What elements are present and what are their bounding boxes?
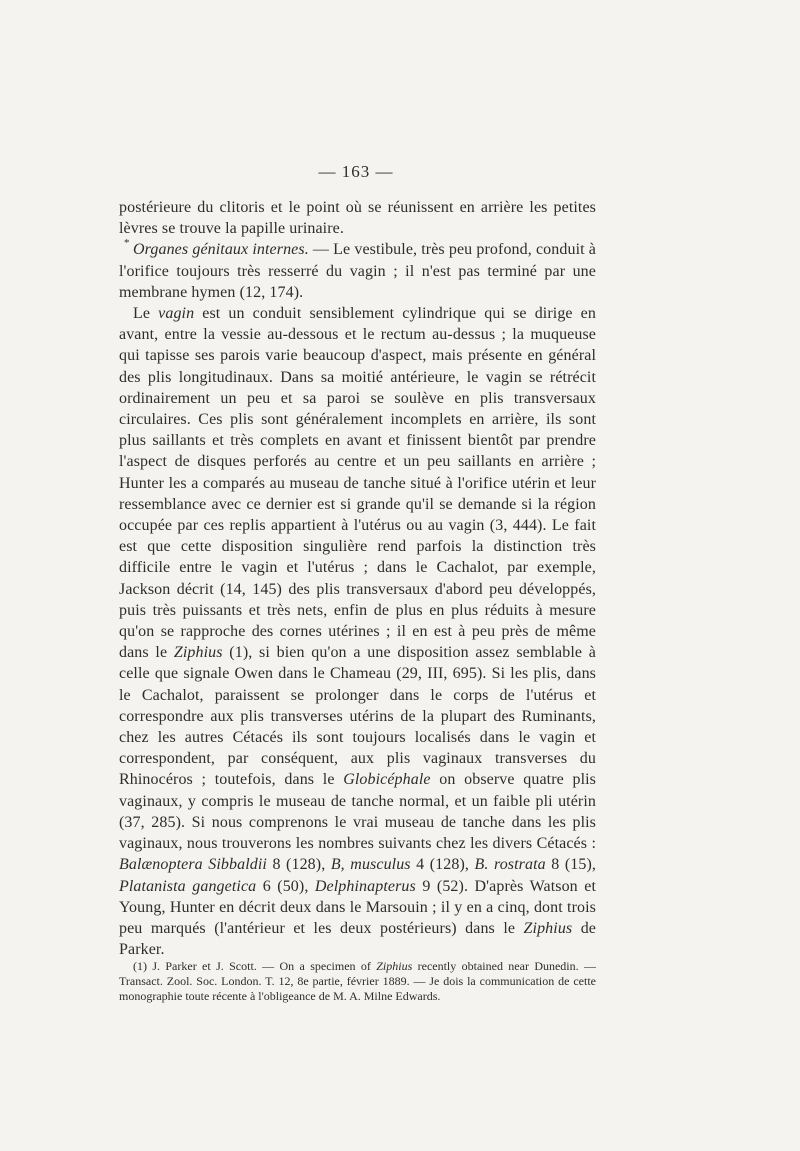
footnote: (1) J. Parker et J. Scott. — On a specimen of Ziphius recently obtained near Dunedin. — Transact. Zool. Soc. London. T. 12, 8e partie, février 1889. — Je dois la communication de cette monographie toute récente à l'obligeance de M. A. Milne Edwards. [119, 959, 596, 1004]
page-number: — 163 — [318, 162, 394, 181]
species-name: B, musculus [330, 856, 411, 874]
species-name: Delphinapterus [314, 877, 416, 895]
body-text [119, 197, 596, 960]
term-ziphius: Ziphius [523, 919, 573, 937]
term-globicephale: Globicéphale [343, 771, 431, 789]
paragraph-3: Le vagin est un conduit sensiblement cylindrique qui se dirige en avant, entre la vessie au-dessous et le rectum au-dessus ; la muqueuse qui tapisse ses parois varie beaucoup d'aspect, mais présente en général des plis longitudinaux. Dans sa moitié antérieure, le vagin se rétrécit ordinairement un peu et sa paroi se soulève en plis transversaux circulaires. Ces plis sont généralement incomplets en arrière, ils sont plus saillants et très complets en avant et finissent bientôt par prendre l'aspect de disques perforés au centre et un peu saillants en arrière ; Hunter les a comparés au museau de tanche situé à l'orifice utérin et leur ressemblance avec ce dernier est si grande qu'il se demande si la région occupée par ces replis appartient à l'utérus ou au vagin (3, 444). Le fait est que cette disposition singulière rend parfois la distinction très difficile entre le vagin et l'utérus ; dans le Cachalot, par exemple, Jackson décrit (14, 145) des plis transversaux d'abord peu développés, puis très puissants et très nets, enfin de plus en plus réduits à mesure qu'on se rapproche des cornes utérines ; il en est à peu près de même dans le Ziphius (1), si bien qu'on a une disposition assez semblable à celle que signale Owen dans le Chameau (29, III, 695). Si les plis, dans le Cachalot, paraissent se prolonger dans le corps de l'utérus et correspondre aux plis transverses utérins de la plupart des Ruminants, chez les autres Cétacés ils sont toujours localisés dans le vagin et correspondent, par conséquent, aux plis vaginaux transverses du Rhinocéros ; toutefois, dans le Globicéphale on observe quatre plis vaginaux, y compris le museau de tanche normal, et un faible pli utérin (37, 285). Si nous comprenons le vrai museau de tanche dans les plis vaginaux, nous trouverons les nombres suivants chez les divers Cétacés : Balænoptera Sibbaldii 8 (128), B, musculus 4 (128), B. rostrata 8 (15), Platanista gangetica 6 (50), Delphinapterus 9 (52). D'après Watson et Young, Hunter en décrit deux dans le Marsouin ; il y en a cinq, dont trois peu marqués (l'antérieur et les deux postérieurs) dans le Ziphius de Parker. [119, 305, 597, 959]
margin-mark: * [124, 237, 130, 250]
paragraph-1: postérieure du clitoris et le point où se réunissent en arrière les petites lèvres se trouve la papille urinaire. [119, 199, 596, 238]
paragraph-2: * Organes génitaux internes. — Le vestibule, très peu profond, conduit à l'orifice toujours très resserré du vagin ; il n'est pas terminé par une membrane hymen (12, 174). [119, 239, 596, 303]
term-ziphius: Ziphius [376, 959, 413, 973]
species-name: Balænoptera Sibbaldii [119, 856, 267, 874]
species-name: Platanista gangetica [119, 877, 257, 895]
section-heading: Organes génitaux internes. [133, 241, 309, 259]
term-vagin: vagin [158, 305, 195, 323]
species-name: B. rostrata [474, 856, 546, 874]
term-ziphius: Ziphius [173, 644, 223, 662]
